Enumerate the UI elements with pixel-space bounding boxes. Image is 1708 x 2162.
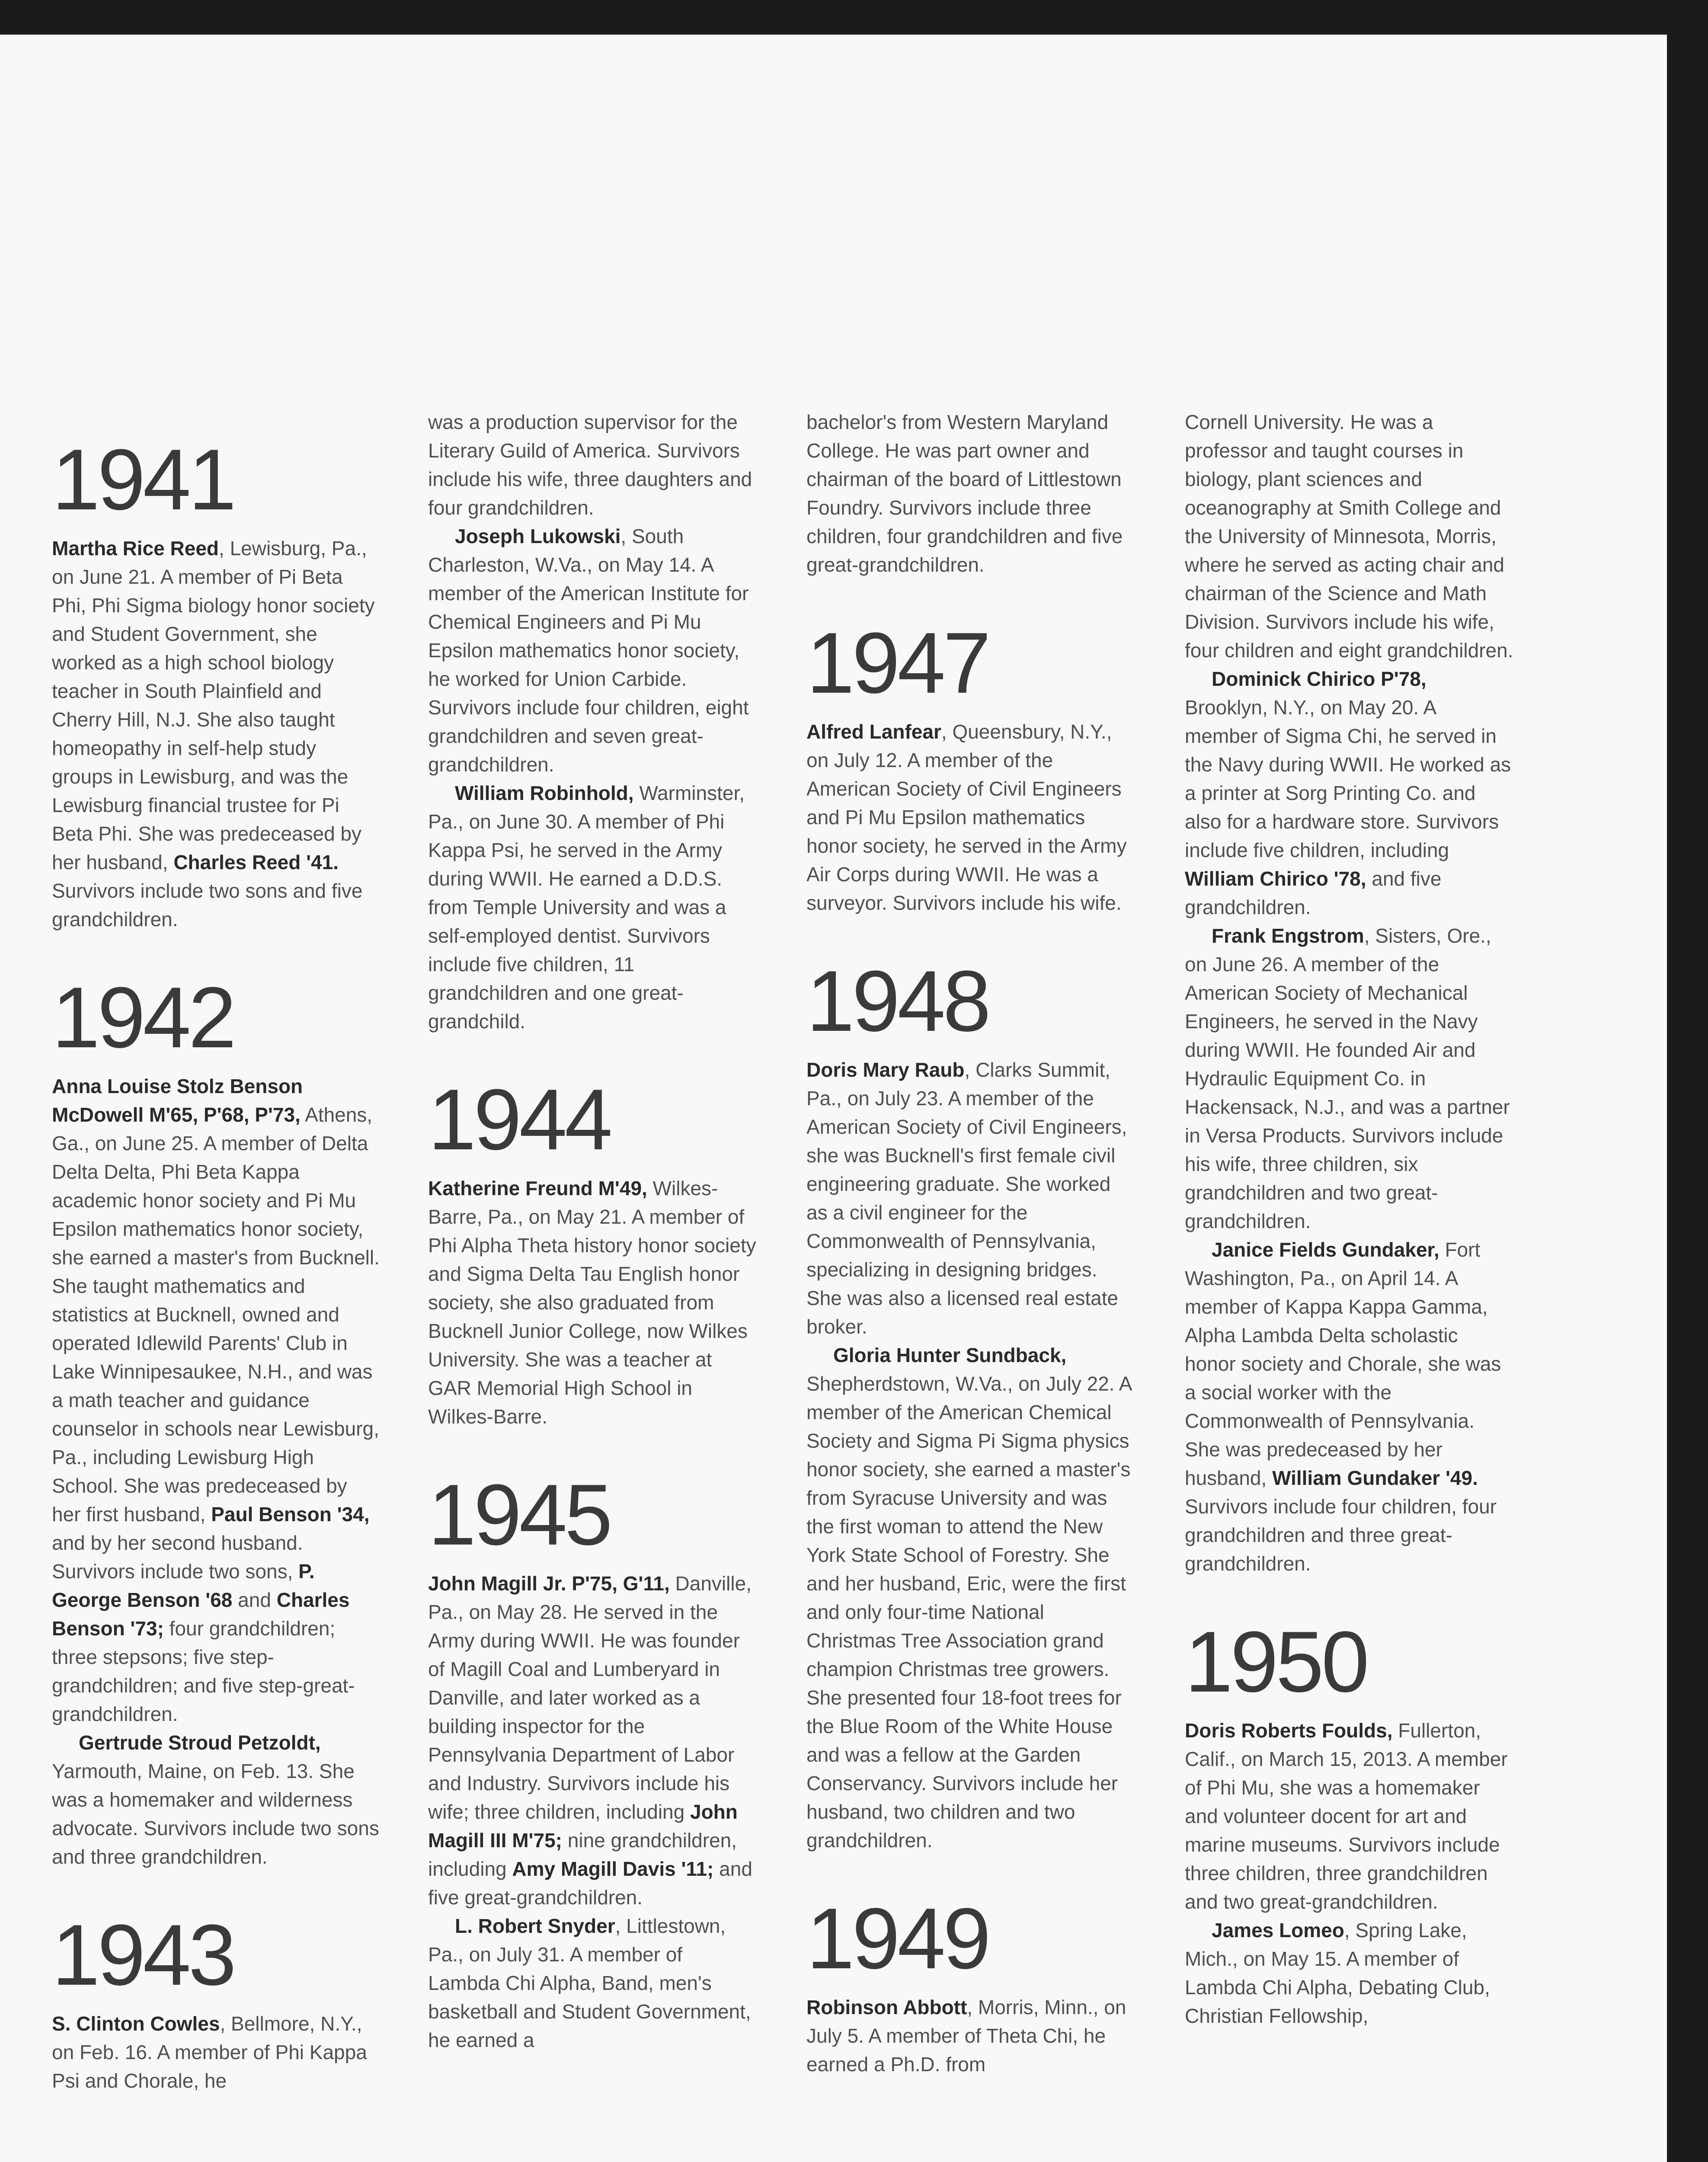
obituary-entry (806, 717, 1135, 917)
entry-text: four grandchildren; three stepsons; five step-grandchildren; and five step-great-grandchildren. (52, 1617, 355, 1725)
entry-text: , Clarks Summit, Pa., on July 23. A member of the American Society of Civil Engineers, she was Bucknell's first female civil engineering graduate. She worked as a civil engineer for the Commonwealth of Pennsylvania, specializing in designing bridges. She was also a licensed real estate broker. (806, 1059, 1127, 1338)
deceased-name: Martha Rice Reed (52, 537, 219, 560)
entry-text: , Bellmore, N.Y., on Feb. 16. A member of Phi Kappa Psi and Chorale, he (52, 2012, 367, 2092)
obituary-entry (52, 1072, 381, 1728)
obituary-entry (52, 2009, 381, 2095)
entry-text: Danville, Pa., on May 28. He served in the Army during WWII. He was founder of Magill Coal and Lumberyard in Danville, and later worked as a building inspector for the Pennsylvania Department of Labor and Industry. Survivors include his wife; three children, including (428, 1572, 752, 1823)
relative-name: Amy Magill Davis '11; (512, 1858, 714, 1880)
deceased-name: L. Robert Snyder (455, 1915, 615, 1937)
entry-text: and by her second husband. Survivors include two sons, (52, 1532, 303, 1583)
obituary-entry (1185, 1716, 1513, 1916)
relative-name: Charles Benson '73; (52, 1589, 350, 1640)
deceased-name: Gertrude Stroud Petzoldt, (79, 1731, 321, 1754)
entry-text: Cornell University. He was a professor and taught courses in biology, plant sciences and oceanography at Smith College and the University of Minnesota, Morris, where he served as acting chair and chairman of the Science and Math Division. Survivors include his wife, four children and eight grandchildren. (1185, 411, 1513, 662)
column-1 (52, 430, 381, 2095)
deceased-name: Doris Roberts Foulds, (1185, 1719, 1393, 1742)
obituary-entry (806, 1055, 1135, 1341)
class-year-heading: 1947 (806, 615, 988, 711)
entry-text: Brooklyn, N.Y., on May 20. A member of Sigma Chi, he served in the Navy during WWII. He worked as a printer at Sorg Printing Co. and also for a hardware store. Survivors include five children, including (1185, 696, 1511, 861)
class-year-heading: 1949 (806, 1890, 988, 1987)
deceased-name: Anna Louise Stolz Benson McDowell M'65, P'68, P'73, (52, 1075, 303, 1126)
entry-text: Fullerton, Calif., on March 15, 2013. A member of Phi Mu, she was a homemaker and volunteer docent for art and marine museums. Survivors include three children, three grandchildren and two great-grandchildren. (1185, 1719, 1508, 1913)
deceased-name: William Robinhold, (455, 782, 634, 804)
obituary-entry (428, 408, 757, 522)
deceased-name: James Lomeo (1212, 1919, 1344, 1941)
relative-name: P. George Benson '68 (52, 1560, 315, 1611)
deceased-name: S. Clinton Cowles (52, 2012, 220, 2035)
obituary-entry (52, 1728, 381, 1871)
entry-text: Survivors include four children, four grandchildren and three great-grandchildren. (1185, 1495, 1497, 1575)
entry-text: and (232, 1589, 277, 1611)
class-year-heading: 1945 (428, 1467, 610, 1563)
entry-text: , Lewisburg, Pa., on June 21. A member of Pi Beta Phi, Phi Sigma biology honor society and Student Government, she worked as a high school biology teacher in South Plainfield and Cherry Hill, N.J. She also taught homeopathy in self-help study groups in Lewisburg, and was the Lewisburg financial trustee for Pi Beta Phi. She was predeceased by her husband, (52, 537, 375, 873)
obituary-entry (1185, 1235, 1513, 1578)
entry-text: was a production supervisor for the Literary Guild of America. Survivors include his wife, three daughters and four grandchildren. (428, 411, 752, 519)
obituary-entry (428, 779, 757, 1036)
entry-text: bachelor's from Western Maryland College. He was part owner and chairman of the board of Littlestown Foundry. Survivors include three children, four grandchildren and five great-grandchildren. (806, 411, 1123, 576)
deceased-name: Katherine Freund M'49, (428, 1177, 647, 1199)
column-3 (806, 408, 1135, 2079)
entry-text: Shepherdstown, W.Va., on July 22. A member of the American Chemical Society and Sigma Pi Sigma physics honor society, she earned a master's from Syracuse University and was the first woman to attend the New York State School of Forestry. She and her husband, Eric, were the first and only four-time National Christmas Tree Association grand champion Christmas tree growers. She presented four 18-foot trees for the Blue Room of the White House and was a fellow at the Garden Conservancy. Survivors include her husband, two children and two grandchildren. (806, 1372, 1131, 1852)
deceased-name: John Magill Jr. P'75, G'11, (428, 1572, 670, 1595)
entry-text: nine grandchildren, including (428, 1829, 737, 1880)
deceased-name: Frank Engstrom (1212, 924, 1364, 947)
entry-text: and five grandchildren. (1185, 867, 1442, 918)
deceased-name: Dominick Chirico P'78, (1212, 668, 1427, 690)
class-year-heading: 1948 (806, 953, 988, 1049)
class-year-heading: 1942 (52, 969, 234, 1066)
obituary-entry (428, 1174, 757, 1431)
entry-text: Yarmouth, Maine, on Feb. 13. She was a homemaker and wilderness advocate. Survivors include two sons and three grandchildren. (52, 1760, 379, 1868)
obituary-entry (1185, 408, 1513, 665)
obituary-entry (1185, 665, 1513, 921)
entry-text: and five great-grandchildren. (428, 1858, 752, 1909)
obituary-entry (806, 1993, 1135, 2079)
entry-text: , Littlestown, Pa., on July 31. A member of Lambda Chi Alpha, Band, men's basketball and Student Government, he earned a (428, 1915, 751, 2051)
relative-name: Charles Reed '41. (173, 851, 339, 873)
class-year-heading: 1941 (52, 432, 234, 528)
relative-name: William Chirico '78, (1185, 867, 1366, 890)
deceased-name: Joseph Lukowski (455, 525, 621, 547)
entry-text: Athens, Ga., on June 25. A member of Delta Delta Delta, Phi Beta Kappa academic honor society and Pi Mu Epsilon mathematics honor society, she earned a master's from Bucknell. She taught mathematics and statistics at Bucknell, owned and operated Idlewild Parents' Club in Lake Winnipesaukee, N.H., and was a math teacher and guidance counselor in schools near Lewisburg, Pa., including Lewisburg High School. She was predeceased by her first husband, (52, 1103, 380, 1526)
column-2 (428, 408, 757, 2054)
obituary-entry (428, 1912, 757, 2054)
obituary-entry (806, 408, 1135, 579)
obituary-entry (806, 1341, 1135, 1855)
relative-name: William Gundaker '49. (1272, 1467, 1478, 1489)
entry-text: Warminster, Pa., on June 30. A member of Phi Kappa Psi, he served in the Army during WWII. He earned a D.D.S. from Temple University and was a self-employed dentist. Survivors include five children, 11 grandchildren and one great-grandchild. (428, 782, 745, 1033)
obituary-entry (1185, 921, 1513, 1235)
entry-text: , South Charleston, W.Va., on May 14. A member of the American Institute for Chemical Engineers and Pi Mu Epsilon mathematics honor society, he worked for Union Carbide. Survivors include four children, eight grandchildren and seven great-grandchildren. (428, 525, 749, 776)
entry-text: , Morris, Minn., on July 5. A member of Theta Chi, he earned a Ph.D. from (806, 1996, 1126, 2076)
deceased-name: Robinson Abbott (806, 1996, 967, 2018)
entry-text: , Sisters, Ore., on June 26. A member of the American Society of Mechanical Engineers, he served in the Navy during WWII. He founded Air and Hydraulic Equipment Co. in Hackensack, N.J., and was a partner in Versa Products. Survivors include his wife, three children, six grandchildren and two great-grandchildren. (1185, 924, 1510, 1232)
class-year-heading: 1943 (52, 1907, 234, 2003)
relative-name: John Magill III M'75; (428, 1801, 738, 1852)
class-year-heading: 1944 (428, 1071, 610, 1168)
obituary-entry (428, 522, 757, 779)
class-year-heading: 1950 (1185, 1614, 1367, 1710)
deceased-name: Doris Mary Raub (806, 1059, 965, 1081)
entry-text: , Queensbury, N.Y., on July 12. A member of the American Society of Civil Engineers and Pi Mu Epsilon mathematics honor society, he served in the Army Air Corps during WWII. He was a surveyor. Survivors include his wife. (806, 720, 1127, 914)
column-4 (1185, 408, 1513, 2030)
entry-text: , Spring Lake, Mich., on May 15. A member of Lambda Chi Alpha, Debating Club, Christian Fellowship, (1185, 1919, 1490, 2027)
obituary-entry (1185, 1916, 1513, 2030)
magazine-page (0, 35, 1667, 2162)
relative-name: Paul Benson '34, (211, 1503, 370, 1526)
obituary-entry (52, 534, 381, 934)
obituary-entry (428, 1569, 757, 1912)
deceased-name: Alfred Lanfear (806, 720, 941, 743)
entry-text: Wilkes-Barre, Pa., on May 21. A member of Phi Alpha Theta history honor society and Sigma Delta Tau English honor society, she also graduated from Bucknell Junior College, now Wilkes University. She was a teacher at GAR Memorial High School in Wilkes-Barre. (428, 1177, 756, 1428)
deceased-name: Gloria Hunter Sundback, (833, 1344, 1067, 1366)
deceased-name: Janice Fields Gundaker, (1212, 1238, 1439, 1261)
entry-text: Survivors include two sons and five grandchildren. (52, 880, 363, 931)
entry-text: Fort Washington, Pa., on April 14. A member of Kappa Kappa Gamma, Alpha Lambda Delta scholastic honor society and Chorale, she was a social worker with the Commonwealth of Pennsylvania. She was predeceased by her husband, (1185, 1238, 1501, 1489)
